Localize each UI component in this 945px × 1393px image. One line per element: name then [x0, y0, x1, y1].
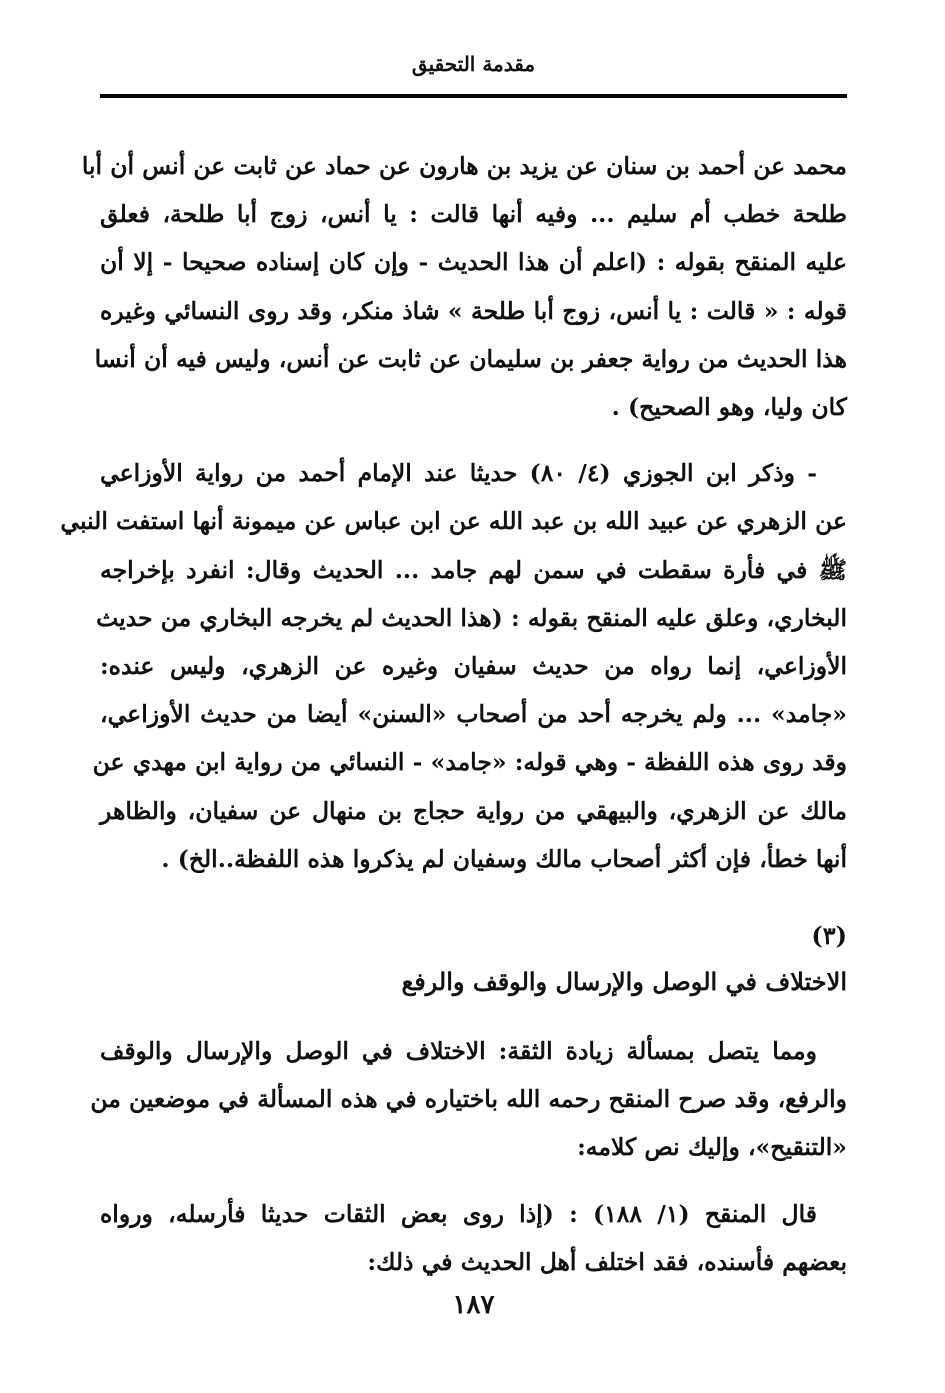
section-title: الاختلاف في الوصل والإرسال والوقف والرفع	[401, 967, 847, 997]
body-text	[60, 142, 847, 1286]
text-line: والرفع، وقد صرح المنقح رحمه الله باختياره في هذه المسألة في موضعين من	[90, 1085, 847, 1114]
paragraph-2	[60, 449, 847, 883]
section-heading	[100, 913, 847, 1005]
text-line: البخاري، وعلق عليه المنقح بقوله : (هذا الحديث لم يخرجه البخاري من حديث	[96, 603, 847, 632]
paragraph-4	[100, 1190, 847, 1286]
text-line: وقد روى هذه اللفظة - وهي قوله: «جامد» - النسائي من رواية ابن مهدي عن	[92, 748, 847, 777]
text-line: عن الزهري عن عبيد الله بن عبد الله عن ابن عباس عن ميمونة أنها استفت النبي	[60, 507, 847, 536]
paragraph-3	[90, 1027, 847, 1172]
text-line: الأوزاعي، إنما رواه من حديث سفيان وغيره عن الزهري، وليس عنده:	[100, 652, 847, 681]
text-line: قوله : « قالت : يا أنس، زوج أبا طلحة » شاذ منكر، وقد روى النسائي وغيره	[100, 296, 847, 325]
text-line: ومما يتصل بمسألة زيادة الثقة: الاختلاف في الوصل والإرسال والوقف	[100, 1037, 817, 1066]
text-line: مالك عن الزهري، والبيهقي من رواية حجاج بن منهال عن سفيان، والظاهر	[100, 796, 847, 825]
text-line: طلحة خطب أم سليم ... وفيه أنها قالت : يا أنس، زوج أبا طلحة، فعلق	[100, 200, 847, 229]
text-line: ﷺ في فأرة سقطت في سمن لهم جامد ... الحديث وقال: انفرد بإخراجه	[100, 555, 847, 584]
text-line: «جامد» ... ولم يخرجه أحد من أصحاب «السنن» أيضا من حديث الأوزاعي،	[100, 700, 847, 729]
text-line: قال المنقح (١/ ١٨٨) : (إذا روى بعض الثقات حديثا فأرسله، ورواه	[100, 1199, 817, 1228]
text-line: عليه المنقح بقوله : (اعلم أن هذا الحديث - وإن كان إسناده صحيحا - إلا أن	[100, 248, 847, 277]
running-header: مقدمة التحقيق	[411, 52, 536, 76]
section-number: (٣)	[811, 921, 847, 951]
text-line: كان وليا، وهو الصحيح) .	[611, 393, 847, 422]
text-line: - وذكر ابن الجوزي (٤/ ٨٠) حديثا عند الإمام أحمد من رواية الأوزاعي	[100, 459, 818, 488]
text-line: بعضهم فأسنده، فقد اختلف أهل الحديث في ذلك:	[367, 1247, 847, 1276]
page-number: ١٨٧	[452, 1290, 495, 1320]
paragraph-1	[81, 142, 847, 431]
text-line: هذا الحديث من رواية جعفر بن سليمان عن ثابت عن أنس، وليس فيه أن أنسا	[94, 344, 847, 373]
text-line: أنها خطأ، فإن أكثر أصحاب مالك وسفيان لم يذكروا هذه اللفظة..الخ) .	[161, 844, 847, 873]
header-rule	[100, 94, 847, 98]
text-line: محمد عن أحمد بن سنان عن يزيد بن هارون عن حماد عن ثابت عن أنس أن أبا	[81, 152, 847, 180]
text-line: «التنقيح»، وإليك نص كلامه:	[577, 1133, 847, 1162]
